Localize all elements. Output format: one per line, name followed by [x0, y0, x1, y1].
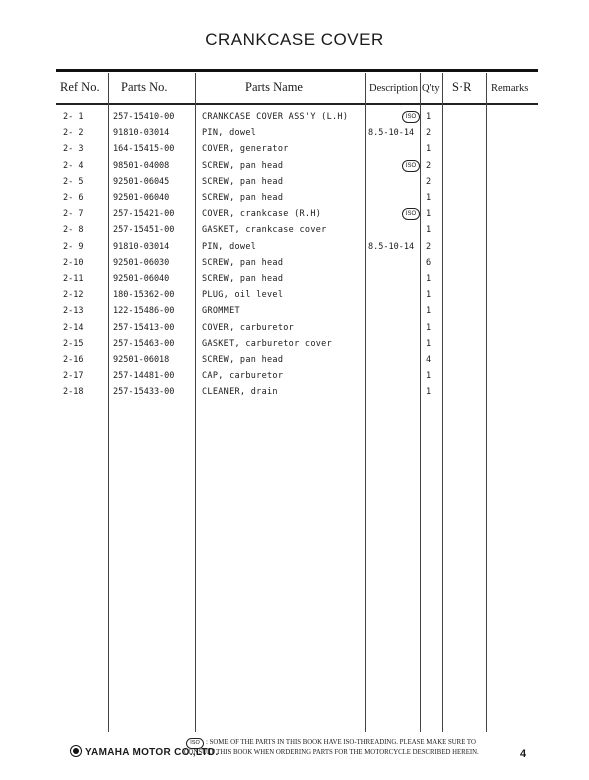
iso-badge-icon: ISO [402, 111, 420, 123]
part-name-cell: SCREW, pan head [202, 355, 284, 365]
part-number-cell: 180-15362-00 [113, 290, 175, 301]
ref-cell: 2- 6 [63, 193, 84, 203]
part-name-cell: PIN, dowel [202, 128, 257, 139]
page-footer [56, 740, 538, 770]
quantity-cell: 1 [426, 387, 432, 398]
table-row [0, 174, 589, 190]
part-number-cell: 257-15463-00 [113, 338, 175, 349]
quantity-cell: 2 [426, 241, 432, 252]
quantity-cell: 2 [426, 128, 432, 139]
table-row [0, 222, 589, 238]
quantity-cell: 1 [426, 225, 432, 236]
table-row [0, 255, 589, 271]
quantity-cell: 4 [426, 355, 432, 365]
iso-badge-icon: ISO [402, 208, 420, 220]
page-title: CRANKCASE COVER [205, 30, 384, 49]
part-name-cell: PIN, dowel [202, 241, 257, 252]
part-name-cell: GASKET, carburetor cover [202, 338, 333, 349]
quantity-cell: 1 [426, 144, 432, 155]
part-name-cell: CAP, carburetor [202, 371, 284, 382]
part-name-cell: CLEANER, drain [202, 387, 278, 398]
part-name-cell: SCREW, pan head [202, 274, 284, 284]
table-row [0, 320, 589, 336]
header-qty: Q'ty [422, 83, 440, 94]
part-number-cell: 257-15451-00 [113, 225, 175, 236]
yamaha-emblem-icon [70, 745, 82, 757]
quantity-cell: 1 [426, 338, 432, 349]
ref-cell: 2- 7 [63, 209, 84, 220]
part-name-cell: PLUG, oil level [202, 290, 284, 301]
part-number-cell: 92501-06018 [113, 355, 170, 365]
ref-cell: 2-17 [63, 371, 84, 382]
part-number-cell: 257-15421-00 [113, 209, 175, 220]
table-row [0, 239, 589, 255]
description-cell: 8.5-10-14 [368, 241, 415, 252]
ref-cell: 2- 3 [63, 144, 84, 155]
ref-cell: 2-14 [63, 322, 84, 333]
part-number-cell: 91810-03014 [113, 128, 170, 139]
quantity-cell: 1 [426, 274, 432, 284]
header-ref-no: Ref No. [60, 80, 100, 94]
header-description: Description [369, 83, 418, 94]
iso-note-line-1: : SOME OF THE PARTS IN THIS BOOK HAVE ISO-THREADING. PLEASE MAKE SURE TO [206, 739, 476, 746]
table-row [0, 125, 589, 141]
part-name-cell: SCREW, pan head [202, 160, 284, 171]
part-name-cell: GROMMET [202, 306, 240, 317]
quantity-cell: 1 [426, 193, 432, 203]
table-row [0, 206, 589, 222]
ref-cell: 2- 2 [63, 128, 84, 139]
part-number-cell: 92501-06030 [113, 257, 170, 268]
part-number-cell: 122-15486-00 [113, 306, 175, 317]
header-parts-no: Parts No. [121, 80, 168, 94]
part-number-cell: 91810-03014 [113, 241, 170, 252]
iso-note-line-2: CONSULT THIS BOOK WHEN ORDERING PARTS FOR THE MOTORCYCLE DESCRIBED HEREIN. [184, 749, 479, 756]
page-number: 4 [520, 748, 527, 760]
quantity-cell: 1 [426, 112, 432, 122]
quantity-cell: 1 [426, 290, 432, 301]
part-number-cell: 257-15410-00 [113, 112, 175, 122]
table-row [0, 368, 589, 384]
ref-cell: 2- 5 [63, 176, 84, 187]
table-row [0, 141, 589, 157]
header-rule [56, 103, 538, 105]
quantity-cell: 1 [426, 371, 432, 382]
ref-cell: 2- 1 [63, 112, 84, 122]
ref-cell: 2-11 [63, 274, 84, 284]
ref-cell: 2-13 [63, 306, 84, 317]
part-name-cell: COVER, carburetor [202, 322, 295, 333]
part-number-cell: 98501-04008 [113, 160, 170, 171]
table-row [0, 384, 589, 400]
table-row [0, 336, 589, 352]
iso-note [184, 738, 479, 758]
part-name-cell: SCREW, pan head [202, 257, 284, 268]
quantity-cell: 2 [426, 176, 432, 187]
part-number-cell: 257-14481-00 [113, 371, 175, 382]
top-rule [56, 69, 538, 72]
part-number-cell: 92501-06040 [113, 274, 170, 284]
part-number-cell: 92501-06045 [113, 176, 170, 187]
part-name-cell: GASKET, crankcase cover [202, 225, 327, 236]
part-number-cell: 257-15413-00 [113, 322, 175, 333]
part-name-cell: SCREW, pan head [202, 193, 284, 203]
table-row [0, 271, 589, 287]
header-remarks: Remarks [491, 83, 529, 94]
header-sr: S·R [452, 80, 472, 94]
part-name-cell: SCREW, pan head [202, 176, 284, 187]
part-number-cell: 257-15433-00 [113, 387, 175, 398]
ref-cell: 2- 8 [63, 225, 84, 236]
table-row [0, 352, 589, 368]
ref-cell: 2-16 [63, 355, 84, 365]
header-parts-name: Parts Name [245, 80, 303, 94]
ref-cell: 2- 4 [63, 160, 84, 171]
table-row [0, 109, 589, 125]
table-row [0, 190, 589, 206]
part-name-cell: CRANKCASE COVER ASS'Y (L.H) [202, 112, 349, 122]
iso-badge-icon: ISO [402, 160, 420, 172]
quantity-cell: 1 [426, 306, 432, 317]
description-cell: 8.5-10-14 [368, 128, 415, 139]
table-row [0, 287, 589, 303]
table-row [0, 303, 589, 319]
ref-cell: 2-12 [63, 290, 84, 301]
quantity-cell: 2 [426, 160, 432, 171]
quantity-cell: 1 [426, 209, 432, 220]
part-name-cell: COVER, crankcase (R.H) [202, 209, 322, 220]
part-number-cell: 164-15415-00 [113, 144, 175, 155]
table-row [0, 158, 589, 174]
part-number-cell: 92501-06040 [113, 193, 170, 203]
ref-cell: 2-10 [63, 257, 84, 268]
quantity-cell: 6 [426, 257, 432, 268]
ref-cell: 2-15 [63, 338, 84, 349]
quantity-cell: 1 [426, 322, 432, 333]
iso-badge-icon: ISO [186, 738, 204, 749]
ref-cell: 2- 9 [63, 241, 84, 252]
ref-cell: 2-18 [63, 387, 84, 398]
logo-text: YAMAHA MOTOR CO.,LTD. [85, 747, 219, 758]
part-name-cell: COVER, generator [202, 144, 289, 155]
